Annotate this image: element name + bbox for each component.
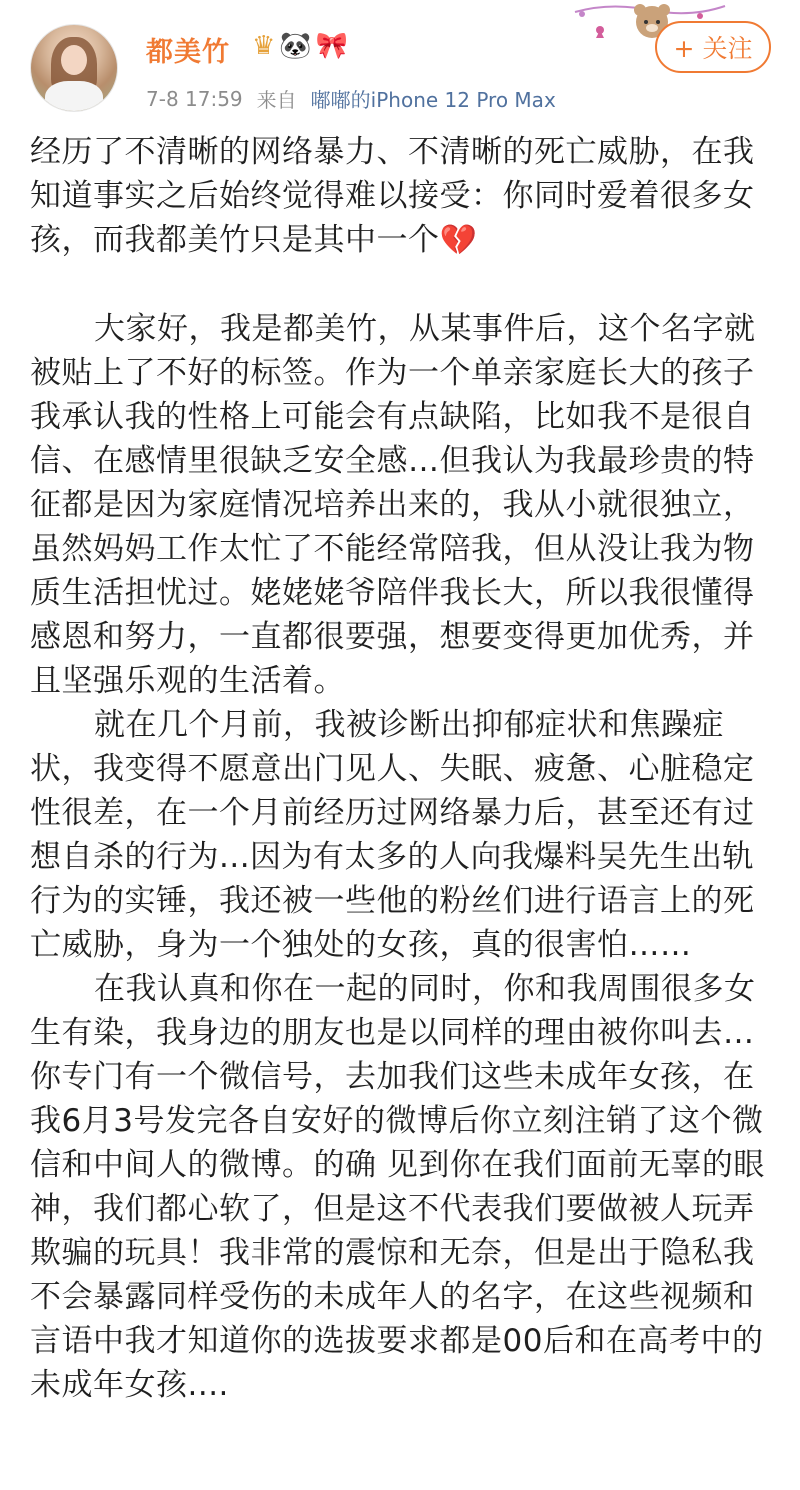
post-source[interactable]: 嘟嘟的iPhone 12 Pro Max — [310, 88, 556, 112]
paragraph-spacer — [30, 263, 770, 307]
panda-badge-icon[interactable]: 🐼 — [279, 31, 312, 61]
post-paragraph-1 — [30, 130, 770, 263]
crown-badge-icon[interactable]: ♛ — [252, 31, 276, 61]
broken-heart-icon: 💔 — [439, 223, 478, 258]
avatar-face — [61, 45, 87, 75]
user-badges — [252, 30, 348, 62]
post-paragraph-2: 大家好，我是都美竹，从某事件后，这个名字就被贴上了不好的标签。作为一个单亲家庭长大的孩子我承认我的性格上可能会有点缺陷，比如我不是很自信、在感情里很缺乏安全感…但我认为我最珍贵的特征都是因为家庭情况培养出来的，我从小就很独立，虽然妈妈工作太忙了不能经常陪我，但从没让我为物质生活担忧过。姥姥姥爷陪伴我长大，所以我很懂得感恩和努力，一直都很要强，想要变得更加优秀，并且坚强乐观的生活着。 — [30, 311, 756, 699]
post-body — [30, 130, 770, 1407]
avatar-shirt — [45, 81, 103, 112]
post-timestamp: 7-8 17:59 — [146, 86, 243, 111]
post-header — [0, 0, 800, 125]
post-paragraph-4: 在我认真和你在一起的同时，你和我周围很多女生有染，我身边的朋友也是以同样的理由被你叫去…你专门有一个微信号，去加我们这些未成年女孩，在我6月3号发完各自安好的微博后你立刻注销了这个微信和中间人的微博。的确 见到你在我们面前无辜的眼神，我们都心软了，但是这不代表我们要做被人玩弄欺骗的玩具！我非常的震惊和无奈，但是出于隐私我不会暴露同样受伤的未成年人的名字，在这些视频和言语中我才知道你的选拔要求都是00后和在高考中的未成年女孩.... — [30, 971, 765, 1403]
follow-button[interactable]: + 关注 — [655, 21, 771, 73]
bow-badge-icon[interactable]: 🎀 — [315, 31, 349, 61]
username[interactable]: 都美竹 — [146, 37, 230, 68]
source-prefix: 来自 — [256, 88, 297, 112]
paragraph-text: 经历了不清晰的网络暴力、不清晰的死亡威胁，在我知道事实之后始终觉得难以接受：你同时爱着很多女孩，而我都美竹只是其中一个 — [30, 134, 755, 258]
avatar[interactable] — [30, 24, 118, 112]
post-paragraph-3: 就在几个月前，我被诊断出抑郁症状和焦躁症状，我变得不愿意出门见人、失眠、疲惫、心脏稳定性很差，在一个月前经历过网络暴力后，甚至还有过想自杀的行为...因为有太多的人向我爆料吴先生出轨行为的实锤，我还被一些他的粉丝们进行语言上的死亡威胁，身为一个独处的女孩，真的很害怕…… — [30, 707, 755, 963]
post-meta — [146, 84, 556, 113]
